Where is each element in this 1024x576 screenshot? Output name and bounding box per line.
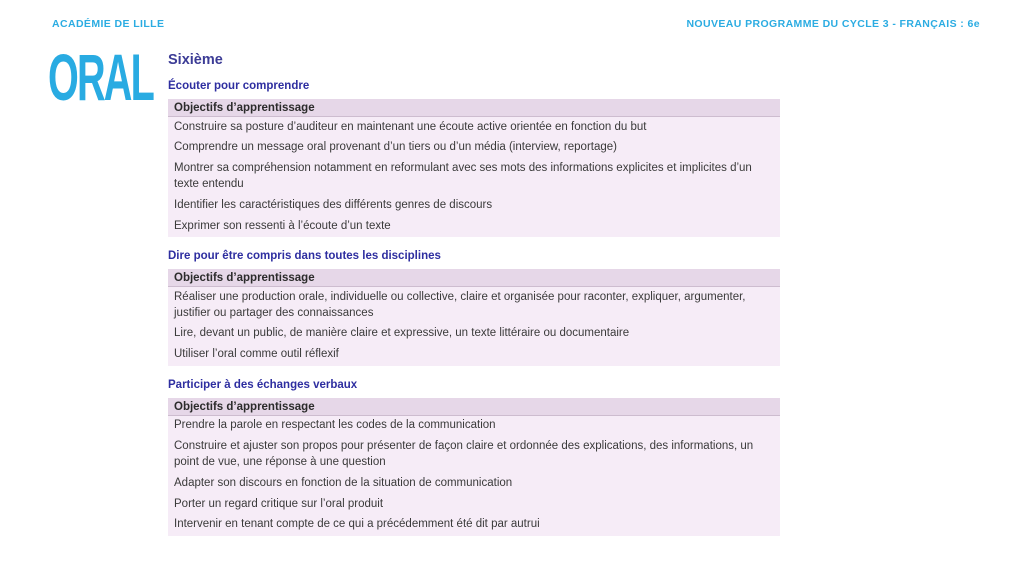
objectives-table-header: Objectifs d’apprentissage bbox=[168, 99, 780, 117]
objectives-table bbox=[168, 99, 780, 237]
objectives-table bbox=[168, 398, 780, 536]
oral-logo: ORAL bbox=[48, 40, 153, 114]
objective-row: Construire sa posture d’auditeur en maintenant une écoute active orientée en fonction du but bbox=[168, 117, 780, 138]
objective-row: Prendre la parole en respectant les codes de la communication bbox=[168, 416, 780, 437]
objectives-table bbox=[168, 269, 780, 365]
objectives-table-header: Objectifs d’apprentissage bbox=[168, 269, 780, 287]
section-participer-echanges-verbaux bbox=[168, 379, 780, 536]
academy-label: ACADÉMIE DE LILLE bbox=[52, 18, 165, 30]
objective-row: Construire et ajuster son propos pour présenter de façon claire et ordonnée des explications, des informations, un point de vue, une réponse à une question bbox=[168, 436, 780, 473]
section-title: Écouter pour comprendre bbox=[168, 80, 310, 92]
section-title: Dire pour être compris dans toutes les disciplines bbox=[168, 250, 441, 263]
objective-row: Exprimer son ressenti à l’écoute d’un texte bbox=[168, 216, 780, 237]
section-title: Participer à des échanges verbaux bbox=[168, 378, 358, 391]
page-title: Sixième bbox=[168, 52, 223, 68]
objective-row: Lire, devant un public, de manière claire et expressive, un texte littéraire ou documentaire bbox=[168, 324, 780, 345]
section-ecouter-pour-comprendre bbox=[168, 80, 780, 237]
objective-row: Montrer sa compréhension notamment en reformulant avec ses mots des informations explicites et implicites d’un texte entendu bbox=[168, 159, 780, 196]
content-column bbox=[168, 52, 780, 549]
objective-row: Réaliser une production orale, individuelle ou collective, claire et organisée pour raconter, expliquer, argumenter, justifier ou partager des connaissances bbox=[168, 287, 780, 324]
objective-row: Comprendre un message oral provenant d’un tiers ou d’un média (interview, reportage) bbox=[168, 138, 780, 159]
objective-row: Intervenir en tenant compte de ce qui a précédemment été dit par autrui bbox=[168, 515, 780, 536]
program-title-label: NOUVEAU PROGRAMME DU CYCLE 3 - FRANÇAIS : 6e bbox=[686, 18, 980, 30]
objective-row: Porter un regard critique sur l’oral produit bbox=[168, 494, 780, 515]
objective-row: Adapter son discours en fonction de la situation de communication bbox=[168, 473, 780, 494]
objective-row: Identifier les caractéristiques des différents genres de discours bbox=[168, 195, 780, 216]
section-dire-pour-etre-compris bbox=[168, 250, 780, 365]
objective-row: Utiliser l’oral comme outil réflexif bbox=[168, 345, 780, 366]
objectives-table-header: Objectifs d’apprentissage bbox=[168, 398, 780, 416]
